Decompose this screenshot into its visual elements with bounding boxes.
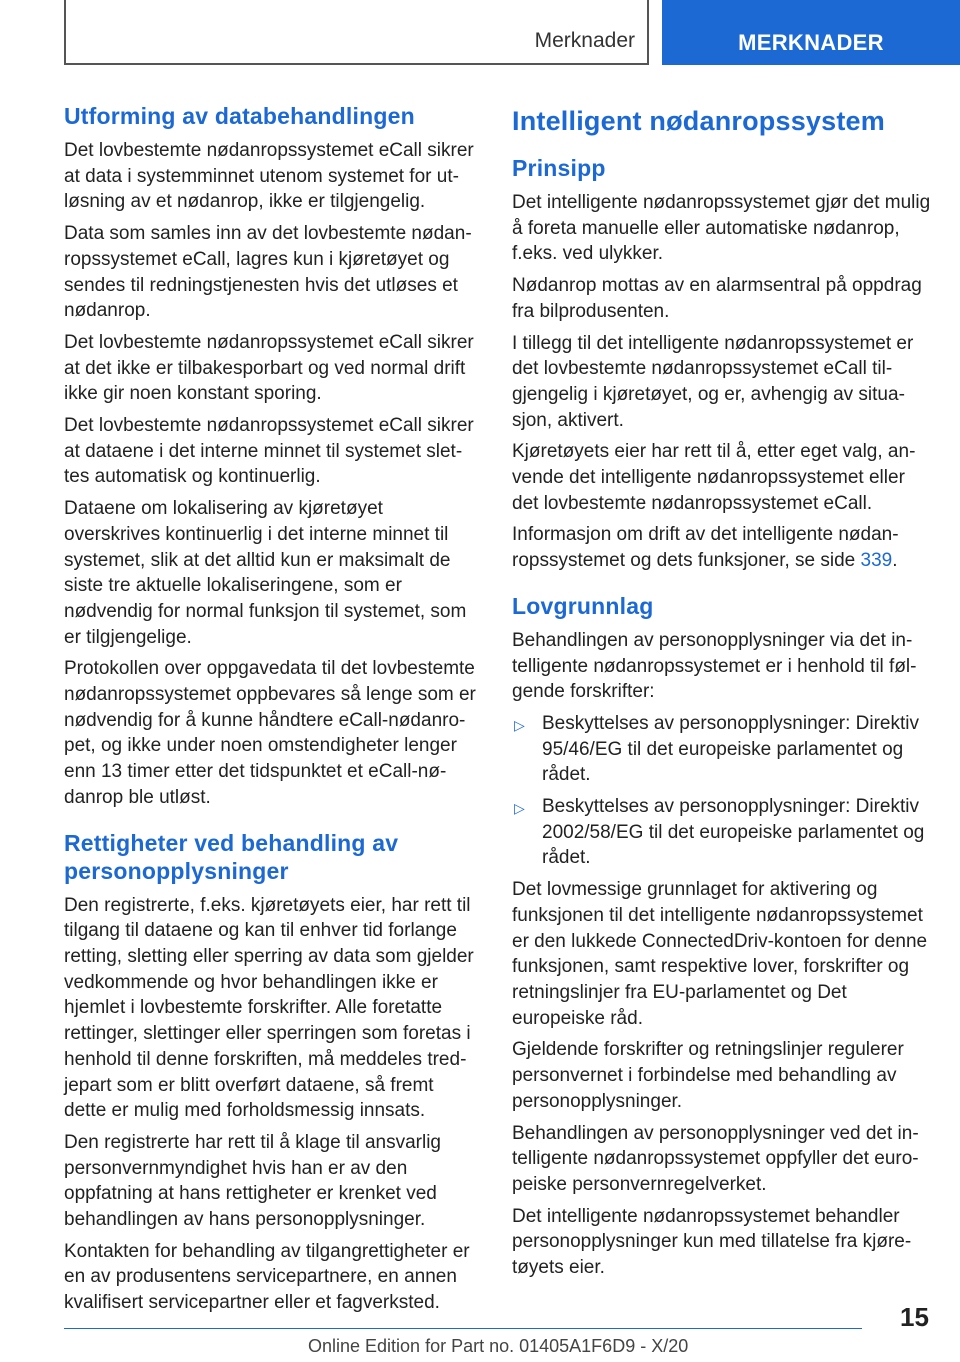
paragraph: Det intelligente nødanropssystemet behandler personopplysninger kun med tillatelse fra kjøretøyets eier. (512, 1205, 912, 1279)
paragraph: Det lovbestemte nødanropssystemet eCall sikrer at data i systemminnet utenom systemet for utløsning av et nødanrop, ikke er tilgjengelig. (64, 140, 474, 213)
heading-utforming: Utforming av databehandlingen (64, 103, 415, 129)
footer-divider (64, 1328, 862, 1329)
paragraph: Kontakten for behandling av tilgangrettigheter er en av produsentens servicepartnere, en annen kvalifisert servicepartner eller et fagverksted. (64, 1240, 470, 1314)
bullet-list (512, 711, 932, 871)
paragraph: Behandlingen av personopplysninger via det intelligente nødanropssystemet er i henhold til følgende forskrifter: (512, 629, 917, 703)
heading-intelligent: Intelligent nødanropssystem (512, 106, 885, 136)
heading-lovgrunnlag: Lovgrunnlag (512, 592, 654, 619)
paragraph-with-link (512, 522, 932, 573)
paragraph: Nødanrop mottas av en alarmsentral på oppdrag fra bilprodusenten. (512, 275, 922, 322)
heading-rettigheter: Rettigheter ved behandling av personopplysninger (64, 829, 399, 884)
heading-prinsipp: Prinsipp (512, 155, 606, 181)
list-item (512, 794, 932, 871)
paragraph: Kjøretøyets eier har rett til å, etter eget valg, anvende det intelligente nødanropssystemet eller det lovbestemte nødanropssystemet eCall. (512, 441, 916, 514)
page-reference-link[interactable]: 339 (860, 550, 893, 572)
page-number: 15 (900, 1302, 929, 1332)
paragraph: Den registrerte har rett til å klage til ansvarlig personvernmyndighet hvis han er av den oppfatning at hans rettigheter er krenket ved behandlingen av hans personopplysninger. (64, 1131, 441, 1231)
paragraph: Dataene om lokalisering av kjøretøyet overskrives kontinuerlig i det interne minnet til systemet, slik at det alltid kun er maksimalt de siste tre aktuelle lokaliseringene, som er nødvendig for normal funksjon til systemet, som er tilgjengelige. (64, 498, 467, 648)
left-column (64, 100, 480, 1322)
paragraph: Behandlingen av personopplysninger ved det intelligente nødanropssystemet oppfyller det europeiske personvernregelverket. (512, 1122, 919, 1195)
paragraph-text: Informasjon om drift av det intelligente nødanropssystemet og dets funksjoner, se side (512, 524, 899, 572)
paragraph: Det intelligente nødanropssystemet gjør det mulig å foreta manuelle eller automatiske nødanrop, f.eks. ved ulykker. (512, 192, 931, 265)
paragraph-end: . (892, 550, 898, 572)
triangle-right-icon: ▷ (514, 716, 525, 733)
right-column (512, 100, 932, 1287)
paragraph: Den registrerte, f.eks. kjøretøyets eier, har rett til tilgang til dataene og kan til enhver tid forlange retting, sletting eller sperring av data som gjelder vedkommende og hvor behandlingen ikke er hjemlet i lovbestemte forskrifter. Alle foretatte rettinger, slettinger eller sperringen som foretas i henhold til denne forskriften, må meddeles tredjepart som er blitt overført dataene, så fremt dette er mulig med forholdsmessig innsats. (64, 894, 474, 1122)
paragraph: Det lovbestemte nødanropssystemet eCall sikrer at det ikke er tilbakesporbart og ved normal drift ikke gir noen konstant sporing. (64, 331, 474, 405)
triangle-right-icon: ▷ (514, 800, 525, 817)
paragraph: Det lovmessige grunnlaget for aktivering og funksjonen til det intelligente nødanropssystemet er den lukkede ConnectedDriv-kontoen for denne funksjonen, samt respektive lover, forskrifter og retningslinjer fra EU-parlamentet og Det europeiske råd. (512, 879, 928, 1029)
header-chapter-title: MERKNADER (738, 30, 884, 55)
header-section-tab (64, 0, 649, 65)
header-chapter-tab[interactable] (662, 0, 960, 65)
paragraph: Protokollen over oppgavedata til det lovbestemte nødanropssystemet oppbevares så lenge som er nødvendig for å kunne håndtere eCall-nødanropet, og ikke under noen omstendigheter lenger enn 13 timer etter det tidspunktet et eCall-nødanrop ble utløst. (64, 658, 476, 808)
header-section-title: Merknader (534, 29, 635, 52)
list-item-text: Beskyttelses av personopplysninger: Direktiv 95/46/EG til det europeiske parlamentet og rådet. (542, 712, 920, 786)
paragraph: Det lovbestemte nødanropssystemet eCall sikrer at dataene i det interne minnet til systemet slettes automatisk og kontinuerlig. (64, 415, 474, 488)
footer-edition: Online Edition for Part no. 01405A1F6D9 - X/20 (308, 1336, 689, 1356)
list-item (512, 711, 932, 788)
list-item-text: Beskyttelses av personopplysninger: Direktiv 2002/58/EG til det europeiske parlamentet og rådet. (542, 796, 925, 869)
paragraph: Data som samles inn av det lovbestemte nødanropssystemet eCall, lagres kun i kjøretøyet og sendes til redningstjenesten hvis det utløses et nødanrop. (64, 223, 472, 322)
paragraph: Gjeldende forskrifter og retningslinjer regulerer personvernet i forbindelse med behandling av personopplysninger. (512, 1039, 904, 1112)
paragraph: I tillegg til det intelligente nødanropssystemet er det lovbestemte nødanropssystemet eCall tilgjengelig i kjøretøyet, og er, avhengig av situasjon, aktivert. (512, 332, 914, 431)
